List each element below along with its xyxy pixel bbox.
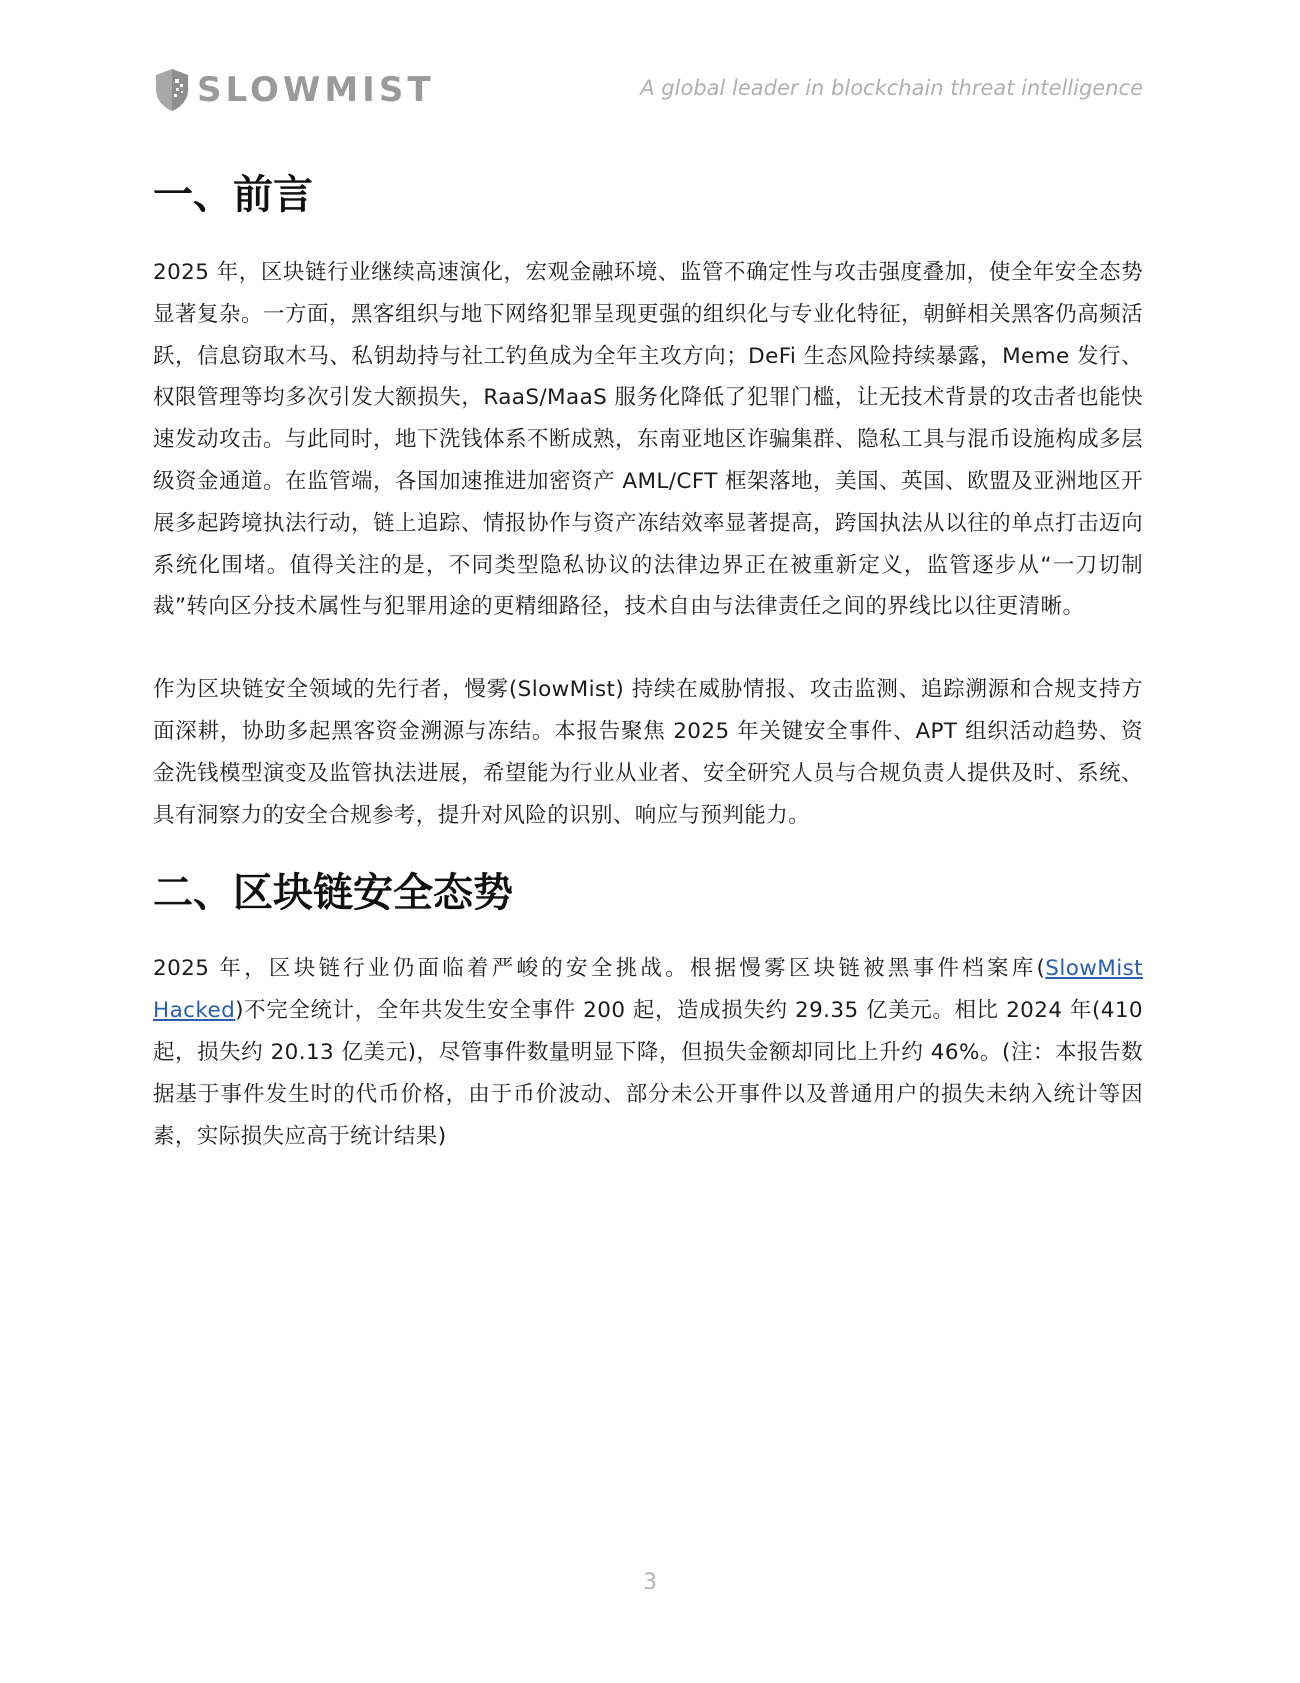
page-number: 3 bbox=[643, 1570, 657, 1595]
slowmist-hacked-link[interactable]: SlowMist Hacked bbox=[153, 956, 1143, 1024]
preface-paragraph-2: 作为区块链安全领域的先行者，慢雾(SlowMist) 持续在威胁情报、攻击监测、追踪溯源和合规支持方面深耕，协助多起黑客资金溯源与冻结。本报告聚焦 2025 年关键安全事件、APT 组织活动趋势、资金洗钱模型演变及监管执法进展，希望能为行业从业者、安全研究人员与合规负责人提供及时、系统、具有洞察力的安全合规参考，提升对风险的识别、响应与预判能力。 bbox=[153, 677, 1143, 828]
page-header bbox=[153, 62, 1143, 118]
section-title-preface: 一、前言 bbox=[153, 172, 313, 218]
page-content bbox=[153, 158, 1143, 1157]
paragraph-text-before-link: 2025 年，区块链行业仍面临着严峻的安全挑战。根据慢雾区块链被黑事件档案库( bbox=[153, 956, 1046, 982]
slowmist-logo bbox=[153, 62, 435, 118]
logo-wordmark: SLOWMIST bbox=[197, 70, 435, 110]
security-situation-paragraph bbox=[153, 948, 1143, 1157]
section-title-security-situation: 二、区块链安全态势 bbox=[153, 870, 513, 917]
paragraph-text-after-link: )不完全统计，全年共发生安全事件 200 起，造成损失约 29.35 亿美元。相比 2024 年(410 起，损失约 20.13 亿美元)，尽管事件数量明显下降，但损失金额却同比上升约 46%。(注：本报告数据基于事件发生时的代币价格，由于币价波动、部分未公开事件以及普通用户的损失未纳入统计等因素，实际损失应高于统计结果) bbox=[153, 998, 1143, 1149]
shield-logo-icon bbox=[153, 67, 191, 113]
header-tagline: A global leader in blockchain threat intelligence bbox=[640, 76, 1143, 100]
preface-paragraph-1: 2025 年，区块链行业继续高速演化，宏观金融环境、监管不确定性与攻击强度叠加，使全年安全态势显著复杂。一方面，黑客组织与地下网络犯罪呈现更强的组织化与专业化特征，朝鲜相关黑客仍高频活跃，信息窃取木马、私钥劫持与社工钓鱼成为全年主攻方向；DeFi 生态风险持续暴露，Meme 发行、权限管理等均多次引发大额损失，RaaS/MaaS 服务化降低了犯罪门槛，让无技术背景的攻击者也能快速发动攻击。与此同时，地下洗钱体系不断成熟，东南亚地区诈骗集群、隐私工具与混币设施构成多层级资金通道。在监管端，各国加速推进加密资产 AML/CFT 框架落地，美国、英国、欧盟及亚洲地区开展多起跨境执法行动，链上追踪、情报协作与资产冻结效率显著提高，跨国执法从以往的单点打击迈向系统化围堵。值得关注的是，不同类型隐私协议的法律边界正在被重新定义，监管逐步从“一刀切制裁”转向区分技术属性与犯罪用途的更精细路径，技术自由与法律责任之间的界线比以往更清晰。 bbox=[153, 260, 1143, 620]
